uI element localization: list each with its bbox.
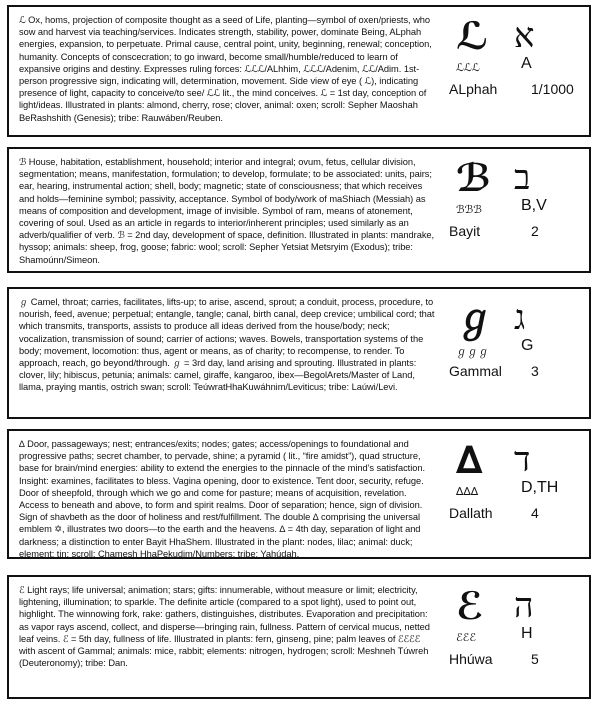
hebrew-letter: ב bbox=[514, 158, 531, 198]
card-description: ℊ Camel, throat; carries, facilitates, lifts-up; to arise, ascend, sprout; a conduit, process, procedure, to nourish, feed, avenue; perpetual; entangle, tangle; canal, birth canal, deep crevice; umbilical cord; that which transmits, transports, assists to produce all ideas derived from the house/body; neck; vocalization, transmission of sound; carrier of actions; waves. Bowels, transportation systems of the body; movement, locomotion: thus, agent or means, as of charity; to recompense, to render. To approach, reach, go beyond/through. ℊ = 3rd day, land arising and sprouting. Illustrated in plants: clover, lily; hibiscus, petunia; animals: camel, giraffe, kangaroo, ibex—BegolArets/Master of Land, llama, praying mantis, ostrich swan; scroll: TeúwratHhaKuwáhnim/Leviticus; tribe: Laúwi/Levi. bbox=[19, 297, 435, 393]
hebrew-letter: א bbox=[514, 16, 535, 56]
hebrew-letter: ה bbox=[514, 586, 534, 626]
letter-name: ALphah bbox=[449, 81, 498, 97]
ancient-glyph-icon: ℊ bbox=[456, 296, 495, 340]
letter-name: Bayit bbox=[449, 223, 481, 239]
hebrew-letter: ג bbox=[514, 298, 526, 338]
letter-number: 5 bbox=[531, 651, 539, 667]
latin-equivalent: B,V bbox=[521, 197, 547, 214]
latin-equivalent: A bbox=[521, 55, 532, 72]
card-description: ℒ Ox, homs, projection of composite thought as a seed of Life, planting—symbol of oxen/priests, who sow and harvest via teaching/services. Indicates strength, stability, power, dominate Being, ALphah energies, expansion, to perpetuate. Primal cause, central point, unity, beginning, renewal; conception, humanity. Concepts of conscecration; to go inward, become small/humble/reduced to learn of expansive origins and destiny. Expresses ruling forces: ℒℒℒ/ALhhim, ℒℒℒ/Adenim, ℒℒ/Adim. 1st-person progressive sign, indicating will, determination, movement. Side view of eye ( ℒ), indicating presence of light, capacity to conceive/to see/ ℒℒ lit., the mind conceives. ℒ = 1st day, conception of light/ideas. Illustrated in plants: almond, cherry, rose; clover, animal: oxen; scroll: Sepher Maoshah BeRashshith (Genesis); tribe: Rauwáben/Reuben. bbox=[19, 15, 432, 123]
letter-card-gammal bbox=[7, 287, 591, 419]
letter-name: Hhúwa bbox=[449, 651, 493, 667]
hebrew-letter: ד bbox=[514, 440, 531, 480]
latin-equivalent: D,TH bbox=[521, 479, 559, 496]
letter-number: 3 bbox=[531, 363, 539, 379]
letter-number: 1/1000 bbox=[531, 81, 574, 97]
letter-card-dallath bbox=[7, 429, 591, 559]
letter-card-alphah bbox=[7, 5, 591, 137]
latin-equivalent: G bbox=[521, 337, 534, 354]
letter-number: 2 bbox=[531, 223, 539, 239]
ancient-word: ℬℬℬ bbox=[456, 203, 482, 216]
letter-name: Dallath bbox=[449, 505, 493, 521]
latin-equivalent: H bbox=[521, 625, 533, 642]
ancient-glyph-icon: ℬ bbox=[456, 156, 492, 200]
ancient-glyph-icon: ℰ bbox=[456, 584, 484, 628]
letter-name: Gammal bbox=[449, 363, 502, 379]
ancient-word: ∆∆∆ bbox=[456, 485, 479, 498]
ancient-glyph-icon: ∆ bbox=[456, 438, 483, 482]
ancient-word: ℊℊℊ bbox=[456, 345, 489, 358]
card-description: ℰ Light rays; life universal; animation; stars; gifts: innumerable, without measure or limit; electricity, lightening, illumination; to sparkle. The definite article (compared to a spot light), used to point out, highlight. The winnowing fork, rake: gathers, distinguishes, distributes. Evaporation and precipitation: as vapor rays ascend, collect, and disperse—bringing rain, fullness. Pattern of cervical mucus, netted leaf veins. ℰ = 5th day, fullness of life. Illustrated in plants: fern, ginseng, pine; palm leaves of ℰℰℰℰ with ascent of Gammal; animals: mice, rabbit; elements: nitrogen, hydrogen; scroll: Meshneh Túwreh (Deuteronomy); tribe: Dan. bbox=[19, 585, 430, 669]
letter-card-bayit bbox=[7, 147, 591, 273]
card-description: ℬ House, habitation, establishment, household; interior and integral; ovum, fetus, cellular division, segmentation; means, manifestation, formulation; to develop, formulate; to be associated: units, pairs; ear, hearing, instrumental action; shell, body; magnetic; state of consciousness; that which receives and holds—feminine symbol; passivity, acceptance. Symbol of body/work of maShiach (Messiah) as means of composition and development, image of invisible. Symbol of ram, means of atonement, covering of soul. Used as an article in regards to interior/inherent principles; used similarly as an adverb/qualifier of verb. ℬ = 2nd day, development of space, definition. Illustrated in plants: mandrake, hyssop; animals: sheep, frog, goose; fabric: wool; scroll: Sepher Yetsiat Metsryim (Exodus); tribe: Shamoúnn/Simeon. bbox=[19, 157, 435, 265]
ancient-glyph-icon: ℒ bbox=[456, 14, 489, 58]
ancient-word: ℒℒℒ bbox=[456, 61, 480, 74]
ancient-word: ℰℰℰ bbox=[456, 631, 476, 644]
letter-card-hhuwa bbox=[7, 575, 591, 699]
card-description: ∆ Door, passageways; nest; entrances/exits; nodes; gates; access/openings to foundational and progressive paths; secret chamber, to pervade, shine; a pyramid ( lit., “fire amidst”), quad structure, base for brain/mind energies: ability to extend the energies to the pinnacle of the mind’s satisfaction. Insight: examines, facilitates to bless. Vagina opening, door to existence. Tent door, security, refuge. Door of sheepfold, through which we go and come for pasture; means of acquisition, revelation. Access to beneath and above, to form and spirit realms. Door of separation; hence, sign of division. Sign of shavbeth as the door of holiness and rest/fulfillment. The double ∆ comprising the universal emblem ✡, illustrates two doors—to the earth and the heavens. ∆ = 4th day, separation of light and darkness; a distinction to enter Bayit HhaShem. Illustrated in the plant: nodes, lilac; animal: duck; element: tin; scroll: Chamesh HhaPekudim/Numbers; tribe: Yahúdah. bbox=[19, 439, 426, 559]
letter-number: 4 bbox=[531, 505, 539, 521]
